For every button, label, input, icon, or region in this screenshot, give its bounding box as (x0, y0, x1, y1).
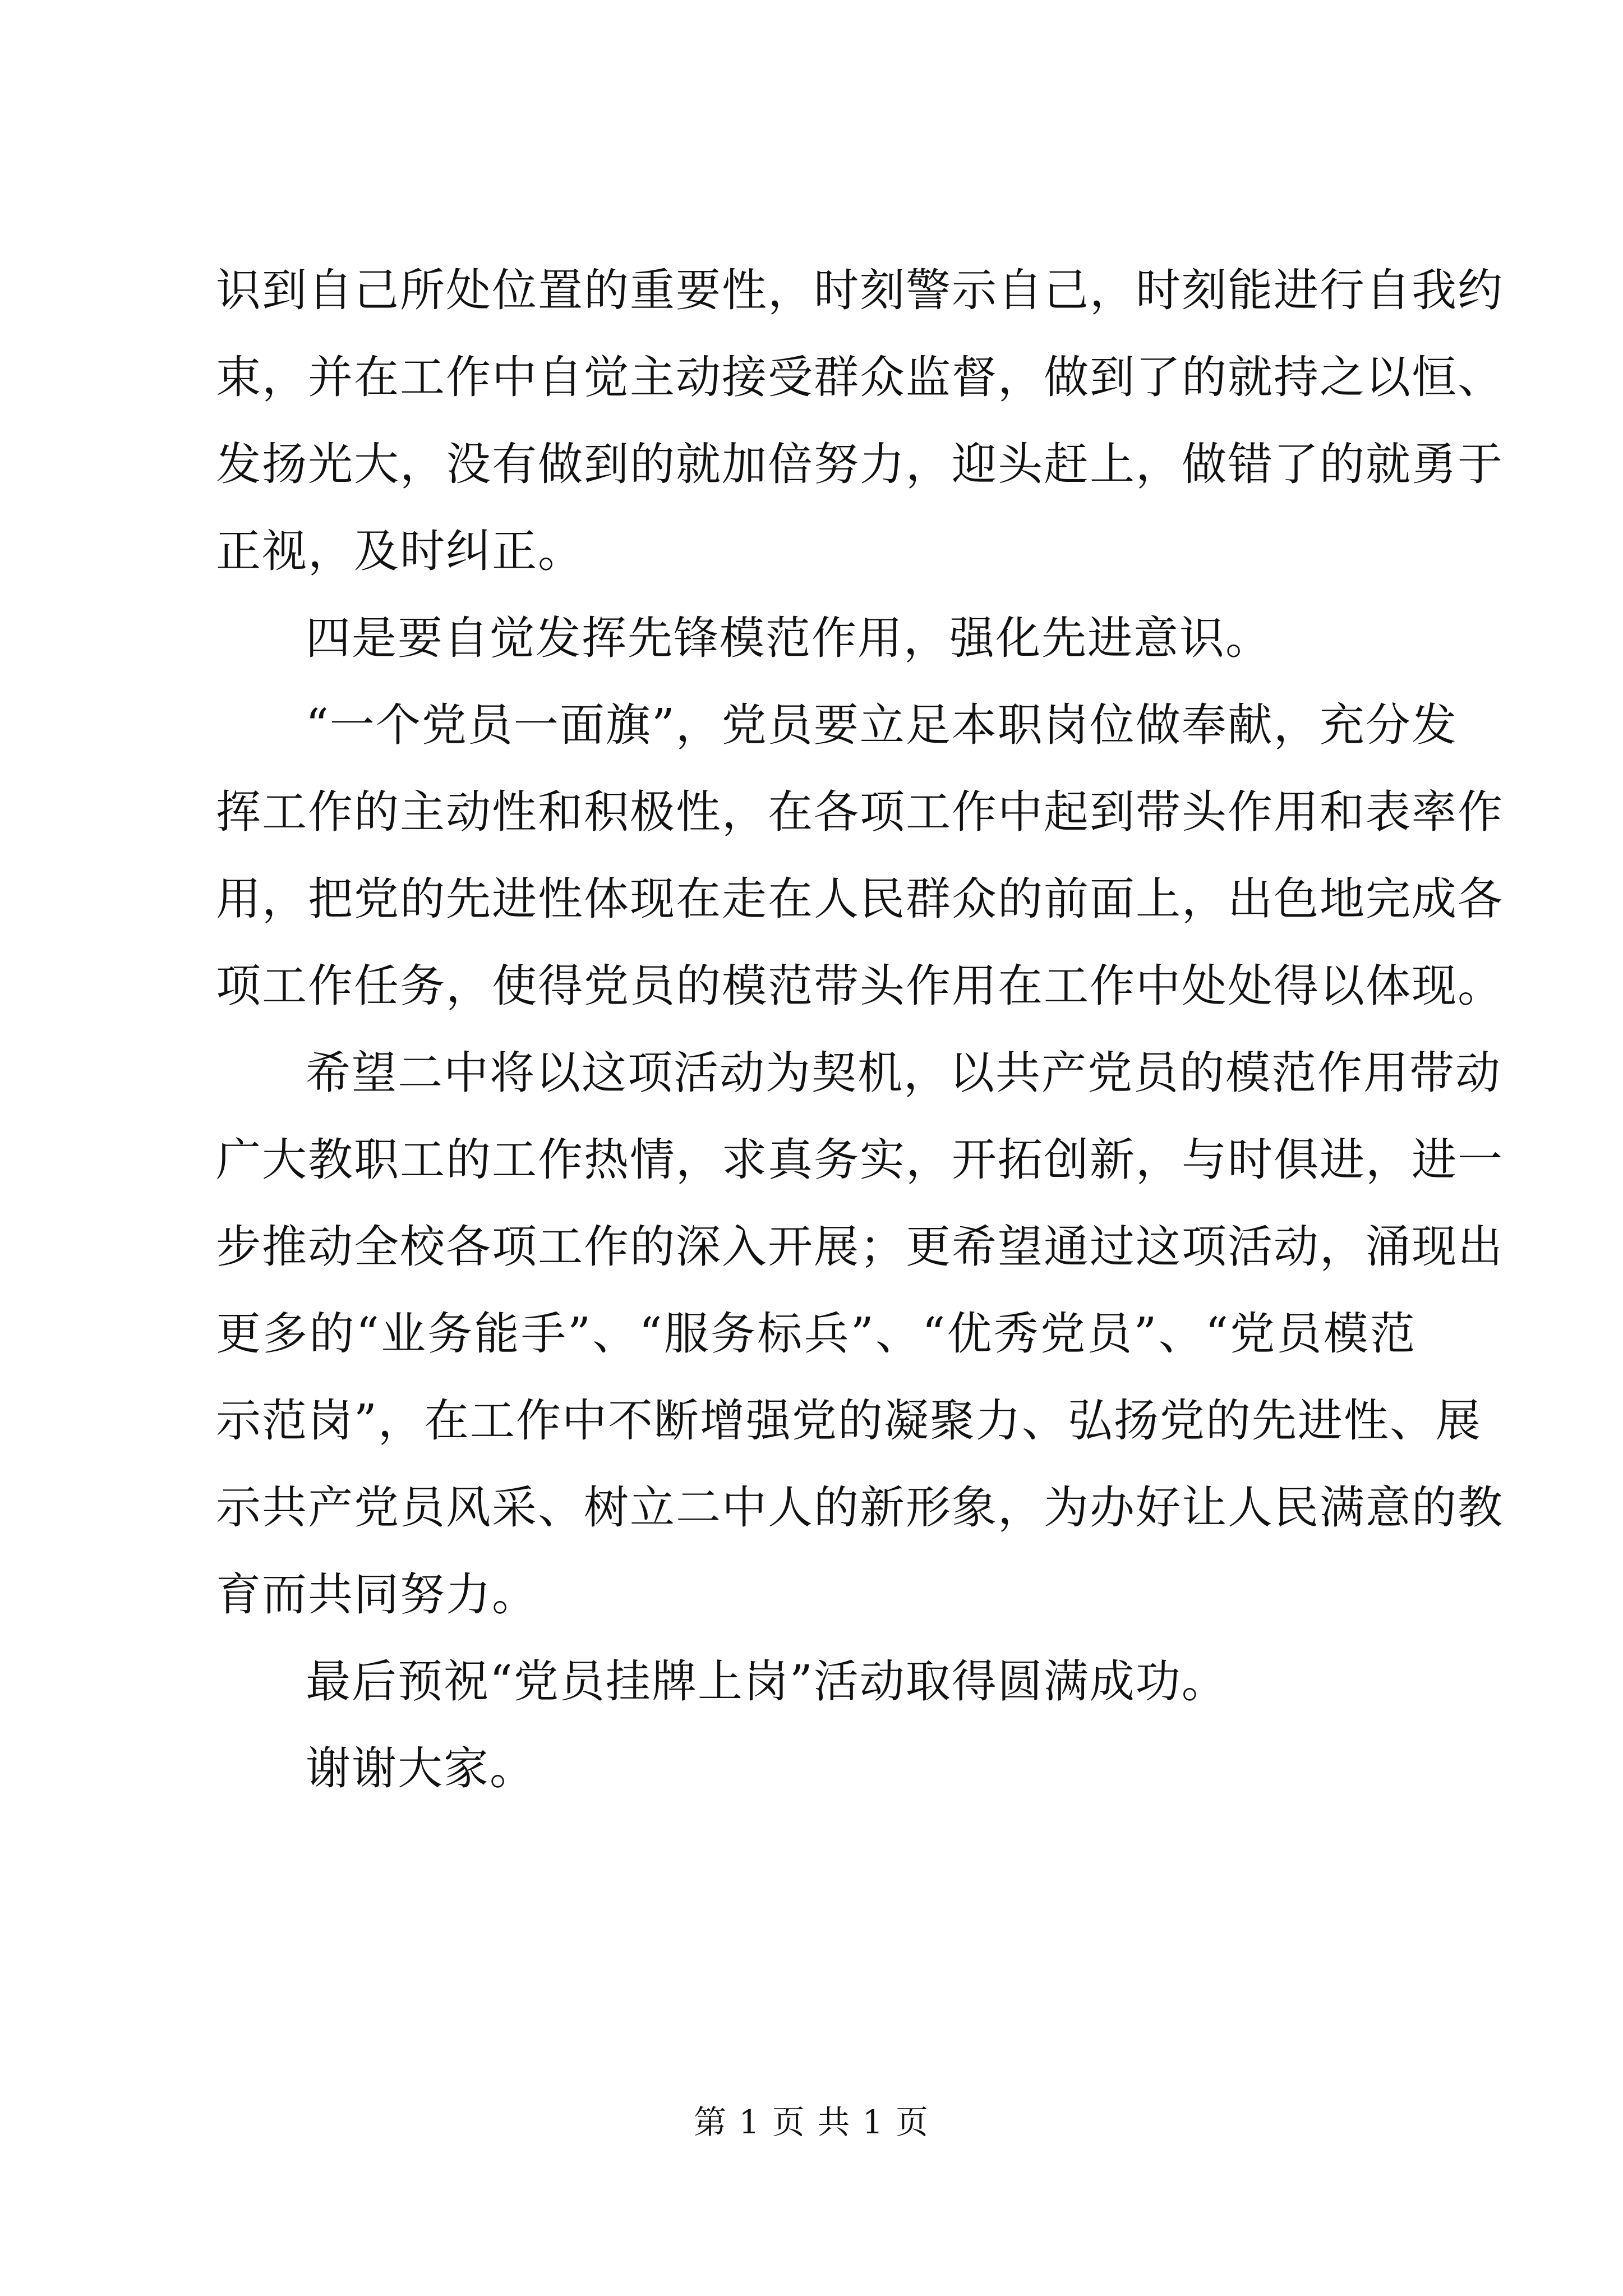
text-line: “一个党员一面旗”，党员要立足本职岗位做奉献，充分发 (306, 699, 1458, 751)
text-line: 发扬光大，没有做到的就加倍努力，迎头赶上，做错了的就勇于 (216, 438, 1504, 490)
closing-line: 谢谢大家。 (306, 1742, 536, 1795)
text-line: 育而共同努力。 (216, 1568, 538, 1621)
text-line: 更多的“业务能手”、“服务标兵”、“优秀党员”、“党员模范 (216, 1308, 1416, 1360)
text-line: 正视，及时纠正。 (216, 525, 584, 577)
text-line: 示范岗”，在工作中不断增强党的凝聚力、弘扬党的先进性、展 (216, 1395, 1482, 1447)
text-line: 用，把党的先进性体现在走在人民群众的前面上，出色地完成各 (216, 873, 1504, 925)
text-line: 最后预祝“党员挂牌上岗”活动取得圆满成功。 (306, 1655, 1228, 1708)
text-line: 项工作任务，使得党员的模范带头作用在工作中处处得以体现。 (216, 960, 1504, 1012)
text-line: 束，并在工作中自觉主动接受群众监督，做到了的就持之以恒、 (216, 351, 1504, 403)
text-line: 示共产党员风采、树立二中人的新形象，为办好让人民满意的教 (216, 1481, 1504, 1534)
text-line: 广大教职工的工作热情，求真务实，开拓创新，与时俱进，进一 (216, 1134, 1504, 1186)
text-line: 希望二中将以这项活动为契机，以共产党员的模范作用带动 (306, 1047, 1501, 1099)
text-line: 识到自己所处位置的重要性，时刻警示自己，时刻能进行自我约 (216, 264, 1504, 316)
section-heading: 四是要自觉发挥先锋模范作用，强化先进意识。 (306, 612, 1271, 664)
page-footer: 第 1 页 共 1 页 (694, 2103, 929, 2141)
text-line: 挥工作的主动性和积极性，在各项工作中起到带头作用和表率作 (216, 786, 1504, 838)
text-line: 步推动全校各项工作的深入开展；更希望通过这项活动，涌现出 (216, 1221, 1504, 1273)
